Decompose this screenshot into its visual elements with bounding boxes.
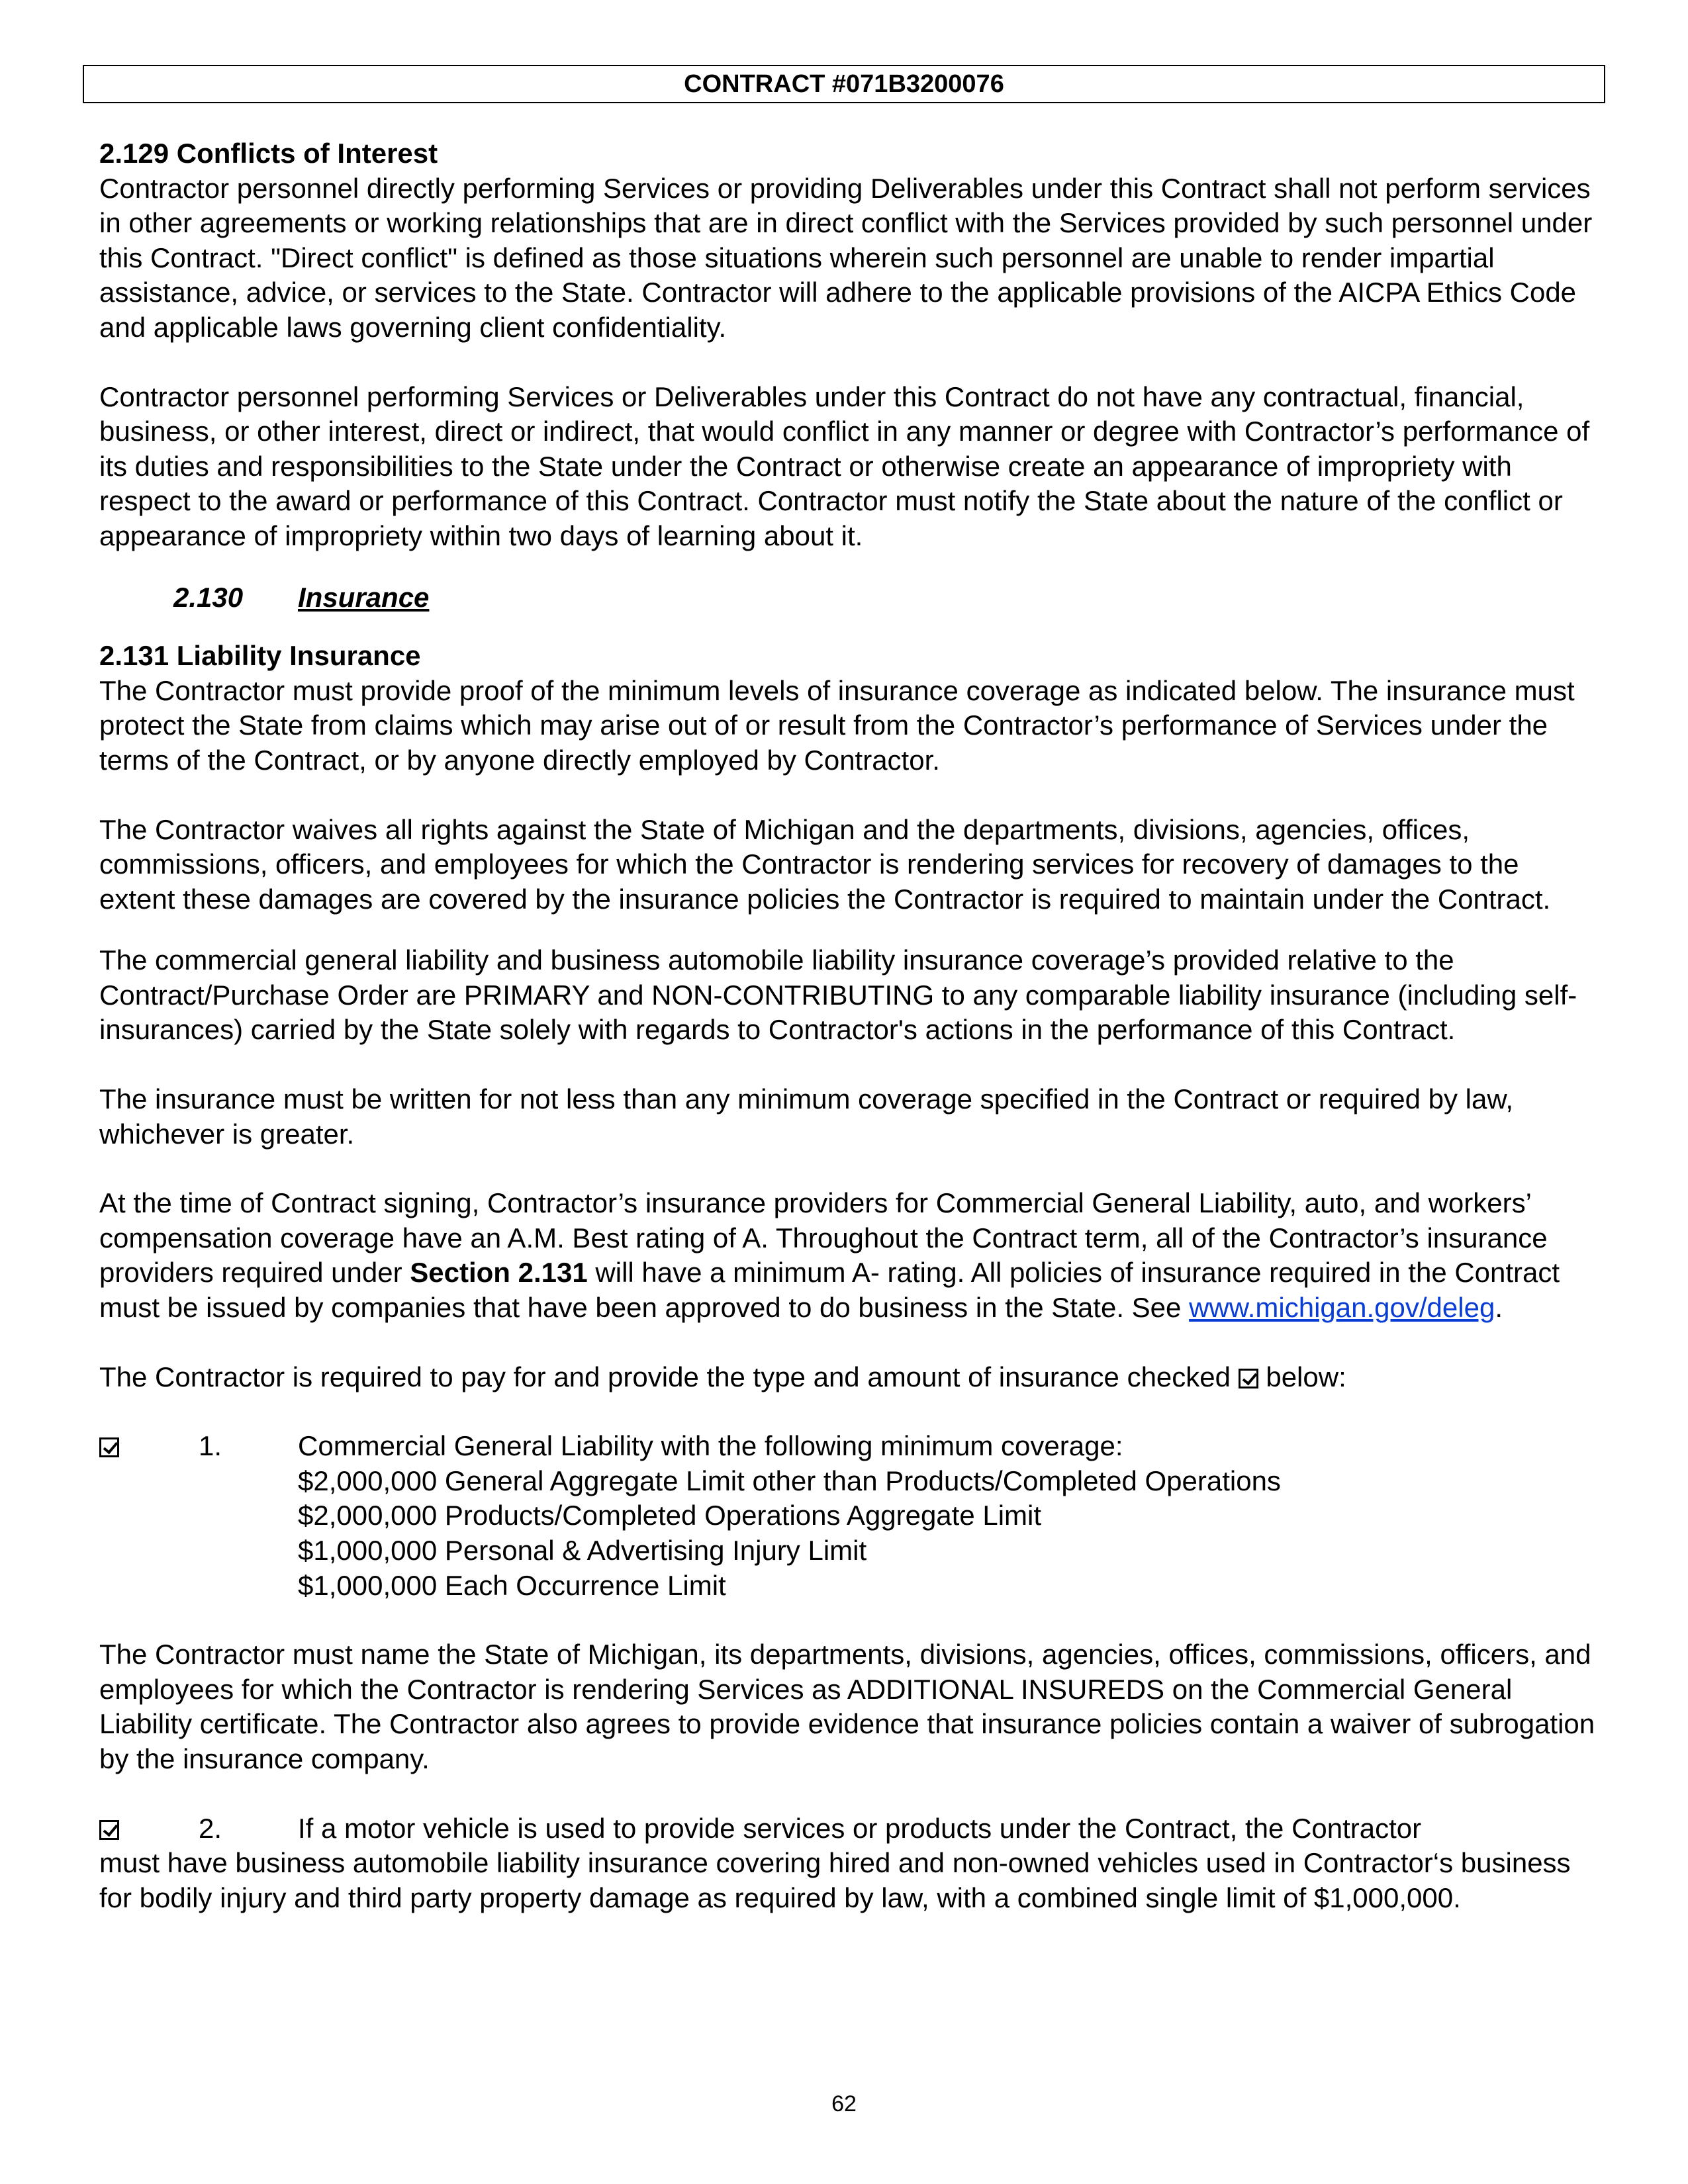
item-1-lead: Commercial General Liability with the following minimum coverage: <box>298 1430 1123 1462</box>
item-1-limit: $2,000,000 Products/Completed Operations Aggregate Limit <box>298 1500 1042 1531</box>
liability-paragraph-2: The Contractor waives all rights against the State of Michigan and the departments, divisions, agencies, offices, commissions, officers, and employees for which the Contractor is rendering services for recovery of damages to the extent these damages are covered by the insurance policies the Contractor is required to maintain under the Contract. <box>99 813 1551 915</box>
conflicts-paragraph-1: Contractor personnel directly performing Services or providing Deliverables under this Contract shall not perform services in other agreements or working relationships that are in direct conflict with the Services provided by such personnel under this Contract. "Direct conflict" is defined as those situations wherein such personnel are unable to render impartial assistance, advice, or services to the State. Contractor will adhere to the applicable provisions of the AICPA Ethics Code and applicable laws governing client confidentiality. <box>99 172 1593 343</box>
section-2-129-heading: 2.129 Conflicts of Interest <box>99 138 438 169</box>
section-2-130-number: 2.130 <box>173 581 244 613</box>
liability-paragraph-6: The Contractor is required to pay for and provide the type and amount of insurance checked below: <box>99 1361 1346 1392</box>
item-1-limit: $2,000,000 General Aggregate Limit other than Products/Completed Operations <box>298 1465 1281 1496</box>
insurance-item-1 <box>99 1429 1595 1603</box>
checked-box-icon <box>99 1820 119 1840</box>
item-2-lead: If a motor vehicle is used to provide services or products under the Contract, the Contractor <box>298 1812 1422 1844</box>
item-2-number: 2. <box>199 1812 222 1844</box>
liability-paragraph-4: The insurance must be written for not less than any minimum coverage specified in the Contract or required by law, whichever is greater. <box>99 1083 1514 1150</box>
insurance-item-2 <box>99 1811 1595 1846</box>
section-2-130-heading <box>173 580 1595 615</box>
item-2-text: must have business automobile liability insurance covering hired and non-owned vehicles used in Contractor‘s business for bodily injury and third party property damage as required by law, with a combined single limit of $1,000,000. <box>99 1847 1571 1913</box>
item-1-limit: $1,000,000 Personal & Advertising Injury Limit <box>298 1535 867 1566</box>
page-number: 62 <box>831 2091 857 2116</box>
item-1-limit: $1,000,000 Each Occurrence Limit <box>298 1569 726 1601</box>
liability-paragraph-1: The Contractor must provide proof of the minimum levels of insurance coverage as indicated below. The insurance must protect the State from claims which may arise out of or result from the Contractor’s performance of Services under the terms of the Contract, or by anyone directly employed by Contractor. <box>99 674 1575 776</box>
item-1-number: 1. <box>199 1430 222 1462</box>
page-content <box>99 136 1595 1915</box>
liability-paragraph-3: The commercial general liability and business automobile liability insurance coverage’s provided relative to the Contract/Purchase Order are PRIMARY and NON-CONTRIBUTING to any comparable liability insurance (including self-insurances) carried by the State solely with regards to Contractor's actions in the performance of this Contract. <box>99 944 1577 1046</box>
contract-header: CONTRACT #071B3200076 <box>83 65 1605 103</box>
liability-paragraph-5: At the time of Contract signing, Contractor’s insurance providers for Commercial General Liability, auto, and workers’ compensation coverage have an A.M. Best rating of A. Throughout the Contract term, all of the Contractor’s insurance providers required under Section 2.131 will have a minimum A- rating. All policies of insurance required in the Contract must be issued by companies that have been approved to do business in the State. See www.michigan.gov/deleg. <box>99 1187 1560 1324</box>
checked-box-icon <box>1239 1369 1258 1388</box>
checked-box-icon <box>99 1437 119 1457</box>
section-2-130-title: Insurance <box>298 581 430 613</box>
conflicts-paragraph-2: Contractor personnel performing Services or Deliverables under this Contract do not have any contractual, financial, business, or other interest, direct or indirect, that would conflict in any manner or degree with Contractor’s performance of its duties and responsibilities to the State under the Contract or otherwise create an appearance of impropriety with respect to the award or performance of this Contract. Contractor must notify the State about the nature of the conflict or appearance of impropriety within two days of learning about it. <box>99 381 1590 551</box>
section-reference: Section 2.131 <box>410 1257 588 1289</box>
section-2-131-heading: 2.131 Liability Insurance <box>99 640 421 672</box>
liability-paragraph-7: The Contractor must name the State of Michigan, its departments, divisions, agencies, offices, commissions, officers, and employees for which the Contractor is rendering Services as ADDITIONAL INSUREDS on the Commercial General Liability certificate. The Contractor also agrees to provide evidence that insurance policies contain a waiver of subrogation by the insurance company. <box>99 1639 1595 1774</box>
deleg-link[interactable]: www.michigan.gov/deleg <box>1189 1292 1495 1324</box>
